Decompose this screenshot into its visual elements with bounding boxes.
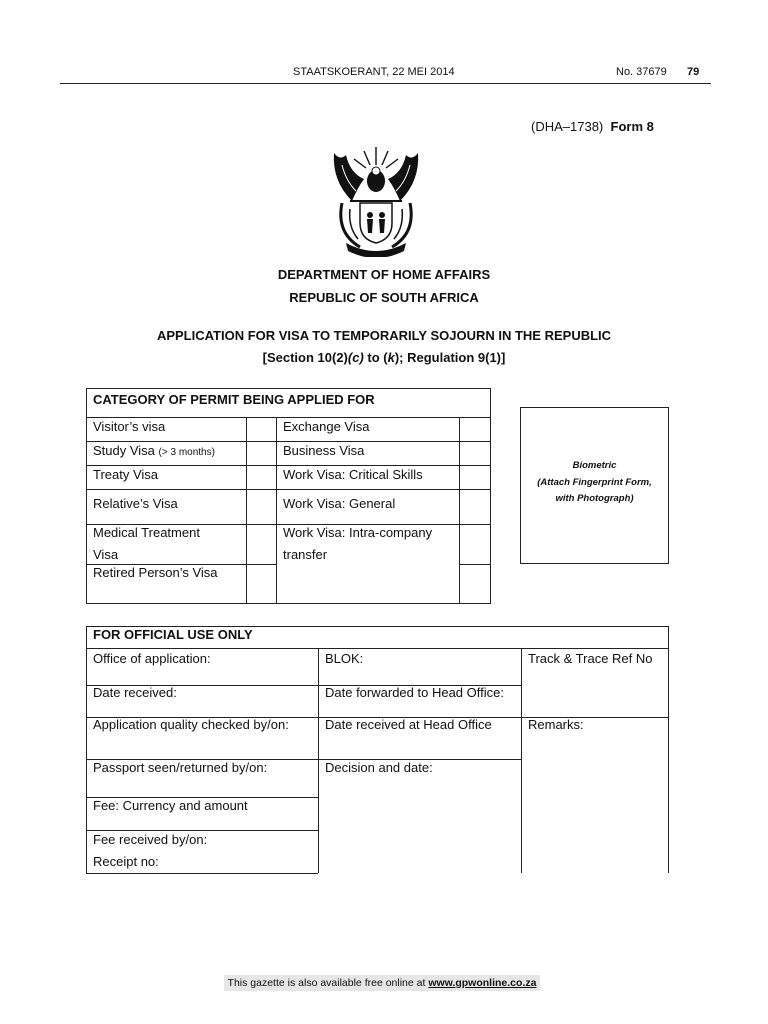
gpwonline-link[interactable]: www.gpwonline.co.za: [428, 977, 537, 989]
retired-visa-checkbox[interactable]: [247, 565, 275, 603]
header-rule: [60, 83, 711, 84]
category-heading: CATEGORY OF PERMIT BEING APPLIED FOR: [93, 392, 375, 407]
business-visa-checkbox[interactable]: [460, 442, 490, 464]
gazette-title: STAATSKOERANT, 22 MEI 2014: [293, 66, 455, 78]
exchange-visa-label: Exchange Visa: [283, 419, 370, 434]
study-visa-label: Study Visa (> 3 months): [93, 443, 215, 458]
general-work-visa-label: Work Visa: General: [283, 496, 396, 511]
medical-visa-label-1: Medical Treatment: [93, 525, 200, 540]
office-of-application-label: Office of application:: [93, 651, 211, 666]
relative-visa-label: Relative’s Visa: [93, 496, 178, 511]
study-visa-checkbox[interactable]: [247, 442, 275, 464]
page-number: 79: [687, 66, 700, 78]
coat-of-arms-logo: [328, 143, 424, 257]
relative-visa-checkbox[interactable]: [247, 490, 275, 523]
remarks-label: Remarks:: [528, 717, 584, 732]
department-name: DEPARTMENT OF HOME AFFAIRS: [277, 267, 491, 282]
critical-skills-visa-label: Work Visa: Critical Skills: [283, 467, 423, 482]
treaty-visa-checkbox[interactable]: [247, 466, 275, 488]
treaty-visa-label: Treaty Visa: [93, 467, 159, 482]
exchange-visa-checkbox[interactable]: [460, 418, 490, 440]
date-received-head-office-label: Date received at Head Office: [325, 717, 492, 732]
visitor-visa-label: Visitor’s visa: [93, 419, 166, 434]
quality-check-label: Application quality checked by/on:: [93, 717, 289, 732]
fee-amount-label: Fee: Currency and amount: [93, 798, 248, 813]
medical-visa-label-2: Visa: [93, 547, 119, 562]
intra-company-visa-label-2: transfer: [283, 547, 328, 562]
general-work-checkbox[interactable]: [460, 490, 490, 523]
date-forwarded-label: Date forwarded to Head Office:: [325, 685, 504, 700]
track-trace-label: Track & Trace Ref No: [528, 651, 653, 666]
biometric-instructions: Biometric (Attach Fingerprint Form, with Photograph): [537, 460, 652, 504]
intra-company-visa-label-1: Work Visa: Intra-company: [283, 525, 433, 540]
official-use-heading: FOR OFFICIAL USE ONLY: [93, 627, 253, 642]
republic-name: REPUBLIC OF SOUTH AFRICA: [289, 290, 479, 305]
business-visa-label: Business Visa: [283, 443, 365, 458]
form-title: APPLICATION FOR VISA TO TEMPORARILY SOJOURN IN THE REPUBLIC: [156, 328, 612, 343]
form-code: (DHA–1738) Form 8: [531, 119, 654, 134]
decision-date-label: Decision and date:: [325, 760, 433, 775]
form-section-reference: [Section 10(2)(c) to (k); Regulation 9(1)]: [262, 350, 506, 365]
visitor-visa-checkbox[interactable]: [247, 418, 275, 440]
gazette-number: No. 37679: [616, 66, 667, 78]
retired-visa-label: Retired Person’s Visa: [93, 565, 218, 580]
critical-skills-checkbox[interactable]: [460, 466, 490, 488]
blok-label: BLOK:: [325, 651, 364, 666]
fee-received-label: Fee received by/on:: [93, 832, 208, 847]
medical-visa-checkbox[interactable]: [247, 525, 275, 563]
date-received-label: Date received:: [93, 685, 177, 700]
passport-seen-label: Passport seen/returned by/on:: [93, 760, 268, 775]
receipt-no-label: Receipt no:: [93, 854, 159, 869]
intra-company-checkbox[interactable]: [460, 525, 490, 563]
footer-note: This gazette is also available free online at www.gpwonline.co.za: [224, 975, 540, 991]
